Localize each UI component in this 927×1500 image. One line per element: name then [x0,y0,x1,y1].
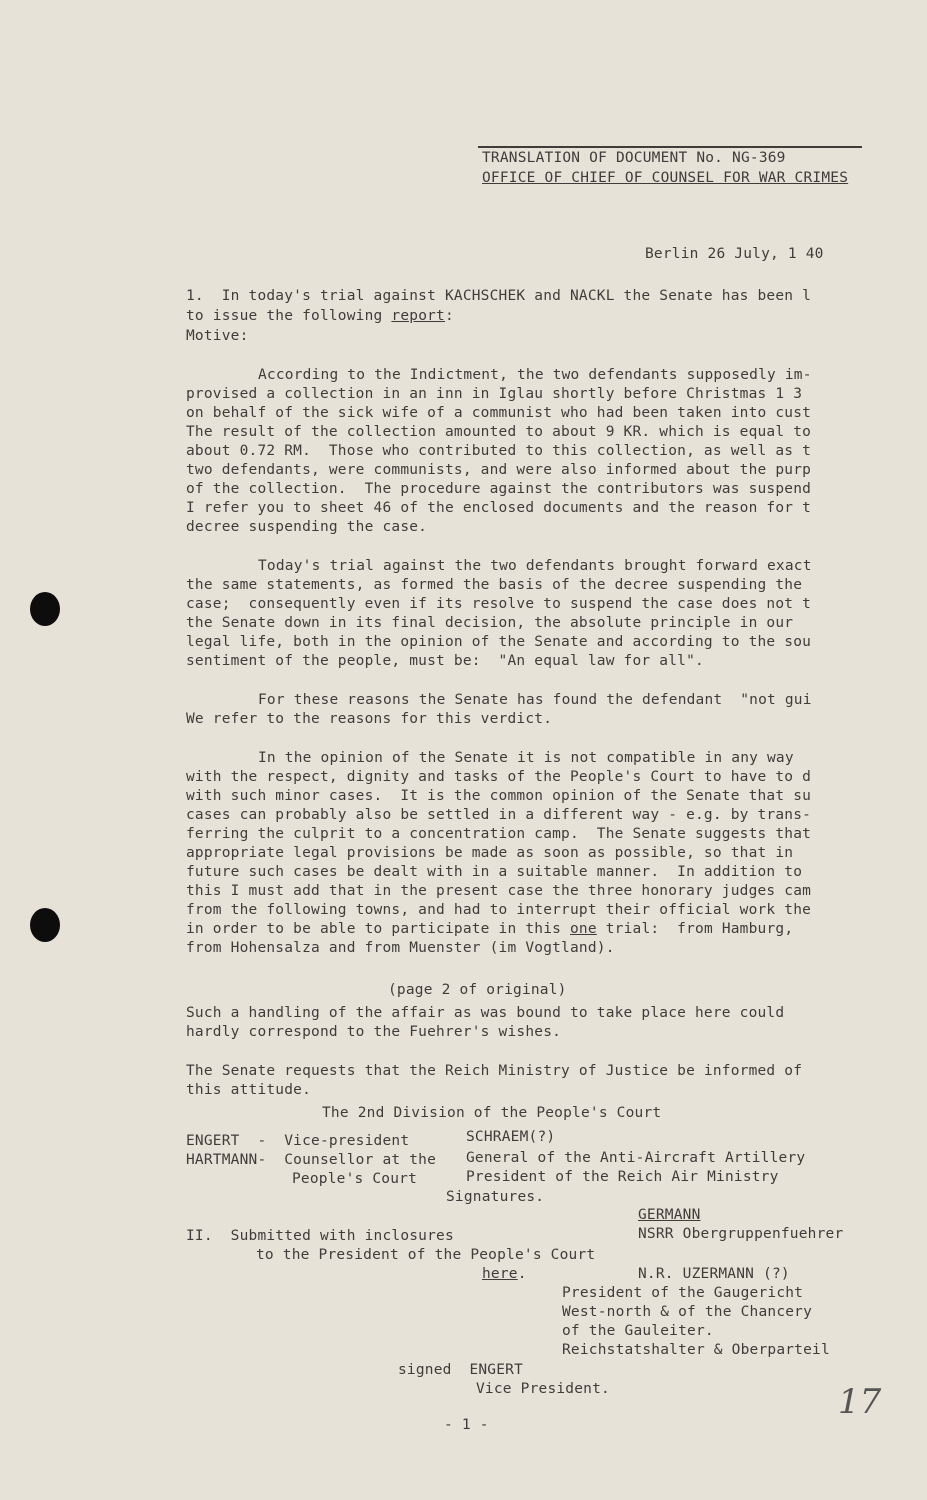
para2-line: I refer you to sheet 46 of the enclosed documents and the reason for t [186,500,812,516]
para5-line: future such cases be dealt with in a suitable manner. In addition to [186,864,803,880]
signature-germann-title: NSRR Obergruppenfuehrer [638,1226,844,1242]
para4-line: We refer to the reasons for this verdict. [186,711,553,727]
para6-line: hardly correspond to the Fuehrer's wishes. [186,1024,562,1040]
submitted-line: here. [482,1266,527,1282]
para3-line: Today's trial against the two defendants brought forward exact [258,558,812,574]
signature-uzermann-title: of the Gauleiter. [562,1323,714,1339]
para5-line: In the opinion of the Senate it is not compatible in any way [258,750,794,766]
para3-line: the Senate down in its final decision, the absolute principle in our [186,615,794,631]
page-note: (page 2 of original) [388,982,567,998]
para5-line: cases can probably also be settled in a different way - e.g. by trans- [186,807,812,823]
header-rule [478,146,862,148]
motive-label: Motive: [186,328,249,344]
para3-line: sentiment of the people, must be: "An equal law for all". [186,653,704,669]
signed-engert-title: Vice President. [476,1381,610,1397]
para5-line: ferring the culprit to a concentration camp. The Senate suggests that [186,826,812,842]
para7-line: The Senate requests that the Reich Ministry of Justice be informed of [186,1063,803,1079]
signature-uzermann-title: Reichstatshalter & Oberparteil [562,1342,830,1358]
para2-line: about 0.72 RM. Those who contributed to this collection, as well as t [186,443,812,459]
signature-uzermann-title: President of the Gaugericht [562,1285,804,1301]
para1-line: to issue the following report: [186,308,454,324]
para2-line: provised a collection in an inn in Iglau shortly before Christmas 1 3 [186,386,803,402]
para2-line: According to the Indictment, the two defendants supposedly im- [258,367,812,383]
para3-line: the same statements, as formed the basis of the decree suspending the [186,577,803,593]
para5-line: from the following towns, and had to interrupt their official work the [186,902,812,918]
header-line-2: OFFICE OF CHIEF OF COUNSEL FOR WAR CRIMES [482,170,849,186]
para7-line: this attitude. [186,1082,312,1098]
handwritten-page-mark: 17 [838,1382,882,1422]
para2-line: The result of the collection amounted to about 9 KR. which is equal to [186,424,812,440]
signatures-label: Signatures. [446,1189,545,1205]
signature-schraem-title: President of the Reich Air Ministry [466,1169,779,1185]
para5-line: from Hohensalza and from Muenster (im Vogtland). [186,940,615,956]
para3-line: legal life, both in the opinion of the Senate and according to the sou [186,634,812,650]
signature-schraem: SCHRAEM(?) [466,1129,556,1145]
para5-line: with the respect, dignity and tasks of the People's Court to have to d [186,769,812,785]
signature-hartmann-title: People's Court [292,1171,418,1187]
signature-uzermann-title: West-north & of the Chancery [562,1304,813,1320]
para5-line: appropriate legal provisions be made as soon as possible, so that in [186,845,794,861]
signature-germann: GERMANN [638,1207,701,1223]
para5-line: with such minor cases. It is the common opinion of the Senate that su [186,788,812,804]
para1-line: 1. In today's trial against KACHSCHEK and NACKL the Senate has been l [186,288,812,304]
signature-uzermann: N.R. UZERMANN (?) [638,1266,790,1282]
submitted-line: II. Submitted with inclosures [186,1228,454,1244]
para5-line: this I must add that in the present case the three honorary judges cam [186,883,812,899]
para2-line: decree suspending the case. [186,519,428,535]
para3-line: case; consequently even if its resolve to suspend the case does not t [186,596,812,612]
signature-hartmann: HARTMANN- Counsellor at the [186,1152,437,1168]
dateline: Berlin 26 July, 1 40 [645,246,824,262]
para5-line: in order to be able to participate in this one trial: from Hamburg, [186,921,794,937]
para2-line: of the collection. The procedure against the contributors was suspend [186,481,812,497]
header-line-1: TRANSLATION OF DOCUMENT No. NG-369 [482,150,786,166]
submitted-line: to the President of the People's Court [256,1247,596,1263]
para2-line: two defendants, were communists, and were also informed about the purp [186,462,812,478]
para4-line: For these reasons the Senate has found the defendant "not gui [258,692,812,708]
para2-line: on behalf of the sick wife of a communist who had been taken into cust [186,405,812,421]
division-line: The 2nd Division of the People's Court [322,1105,662,1121]
punch-hole [30,908,60,942]
para6-line: Such a handling of the affair as was bound to take place here could [186,1005,785,1021]
signature-engert: ENGERT - Vice-president [186,1133,410,1149]
page-number: - 1 - [444,1417,489,1433]
signed-engert: signed ENGERT [398,1362,524,1378]
signature-schraem-title: General of the Anti-Aircraft Artillery [466,1150,806,1166]
punch-hole [30,592,60,626]
